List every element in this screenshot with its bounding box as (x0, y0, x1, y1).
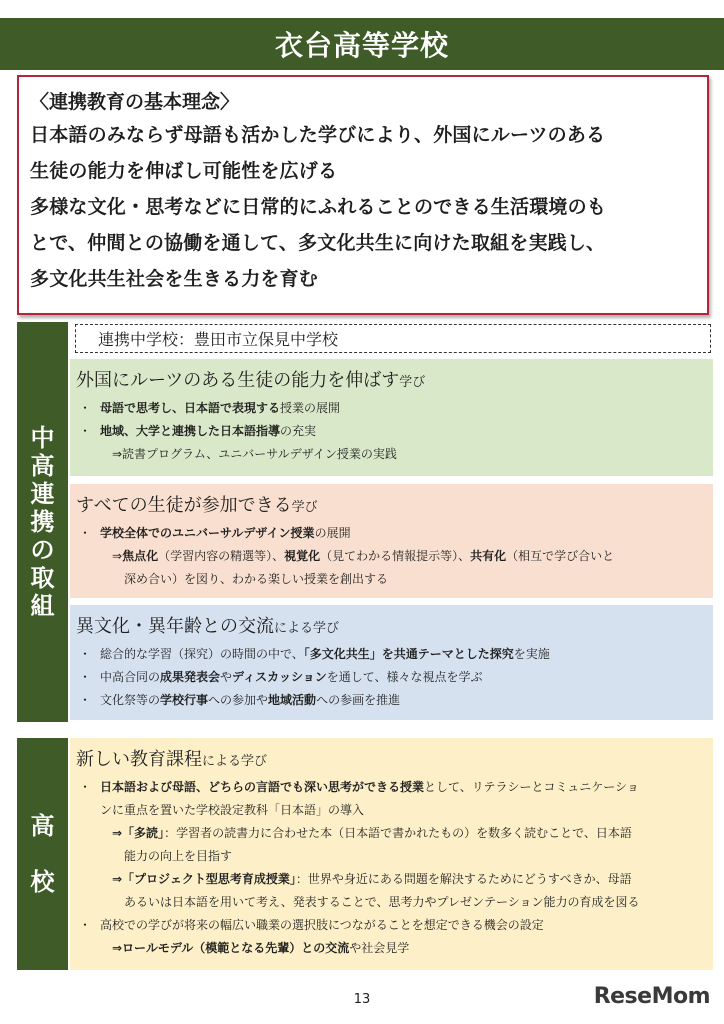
page-number: 13 (353, 992, 371, 1007)
list-item: ・ 日本語および母語、どちらの言語でも深い思考ができる授業として、リテラシーとコミュニケーショ (76, 776, 705, 799)
page-title: 衣台高等学校 (0, 18, 724, 70)
list-subitem: ⇒ロールモデル（模範となる先輩）との交流や社会見学 (112, 941, 410, 955)
concept-heading: 〈連携教育の基本理念〉 (30, 91, 240, 113)
concept-line: 多文化共生社会を生きる力を育む (30, 268, 319, 290)
list-subitem: ⇒「多読」：学習者の読書力に合わせた本（日本語で書かれたもの）を数多く読むことで、日本語 (112, 826, 632, 840)
section-title: 異文化・異年齢との交流による学び (76, 616, 340, 637)
side-label-char: 校 (30, 868, 55, 896)
list-item: ・ 学校全体でのユニバーサルデザイン授業の展開 (76, 522, 705, 545)
list-subitem-cont: あるいは日本語を用いて考え、発表することで、思考力やプレゼンテーション能力の育成を図る (124, 895, 640, 909)
section-curriculum (70, 738, 713, 970)
side-label-char: 組 (30, 592, 55, 620)
concept-line: 多様な文化・思考などに日常的にふれることのできる生活環境のも (30, 196, 607, 218)
list-item: ・ 母語で思考し、日本語で表現する授業の展開 (76, 397, 705, 420)
section-title: 新しい教育課程による学び (76, 749, 268, 770)
section-all-students (70, 484, 713, 598)
section-exchange (70, 605, 713, 720)
list-subitem: ⇒焦点化（学習内容の精選等）、視覚化（見てわかる情報提示等）、共有化（相互で学び合いと (112, 549, 615, 563)
section-roots (70, 359, 713, 476)
side-label-char: の (30, 536, 55, 564)
list-subitem-cont: 深め合い）を図り、わかる楽しい授業を創出する (124, 572, 389, 586)
side-label-char: 高 (30, 452, 55, 480)
concept-box (17, 75, 709, 315)
list-item: ・ 地域、大学と連携した日本語指導の充実 (76, 420, 705, 443)
side-label-char: 取 (30, 564, 55, 592)
list-item: ・ 高校での学びが将来の幅広い職業の選択肢につながることを想定できる機会の設定 (76, 914, 705, 937)
side-label-char: 携 (30, 508, 55, 536)
resemom-logo: ReseMom (593, 984, 710, 1009)
list-item: ・ 中高合同の成果発表会やディスカッションを通して、様々な視点を学ぶ (76, 666, 705, 689)
partner-school: 連携中学校：豊田市立保見中学校 (75, 324, 711, 353)
side-label-char: 高 (30, 812, 55, 840)
list-subitem: ⇒「プロジェクト型思考育成授業」：世界や身近にある問題を解決するためにどうすべきか、母語 (112, 872, 632, 886)
side-label-char: 中 (30, 424, 55, 452)
list-item-cont: ンに重点を置いた学校設定教科「日本語」の導入 (100, 803, 365, 817)
concept-line: とで、仲間との協働を通して、多文化共生に向けた取組を実践し、 (30, 232, 606, 254)
list-item: ・ 総合的な学習（探究）の時間の中で、「多文化共生」を共通テーマとした探究を実施 (76, 643, 705, 666)
concept-line: 日本語のみならず母語も活かした学びにより、外国にルーツのある (30, 124, 606, 146)
list-subitem: ⇒読書プログラム、ユニバーサルデザイン授業の実践 (112, 447, 397, 461)
list-item: ・ 文化祭等の学校行事への参加や地域活動への参画を推進 (76, 689, 705, 712)
concept-line: 生徒の能力を伸ばし可能性を広げる (30, 160, 338, 182)
section-title: すべての生徒が参加できる学び (76, 495, 318, 516)
list-subitem-cont: 能力の向上を目指す (124, 849, 233, 863)
side-label-char: 連 (30, 480, 55, 508)
side-label-chukou (17, 322, 68, 722)
side-label-koukou (17, 738, 68, 970)
section-title: 外国にルーツのある生徒の能力を伸ばす学び (76, 370, 426, 391)
